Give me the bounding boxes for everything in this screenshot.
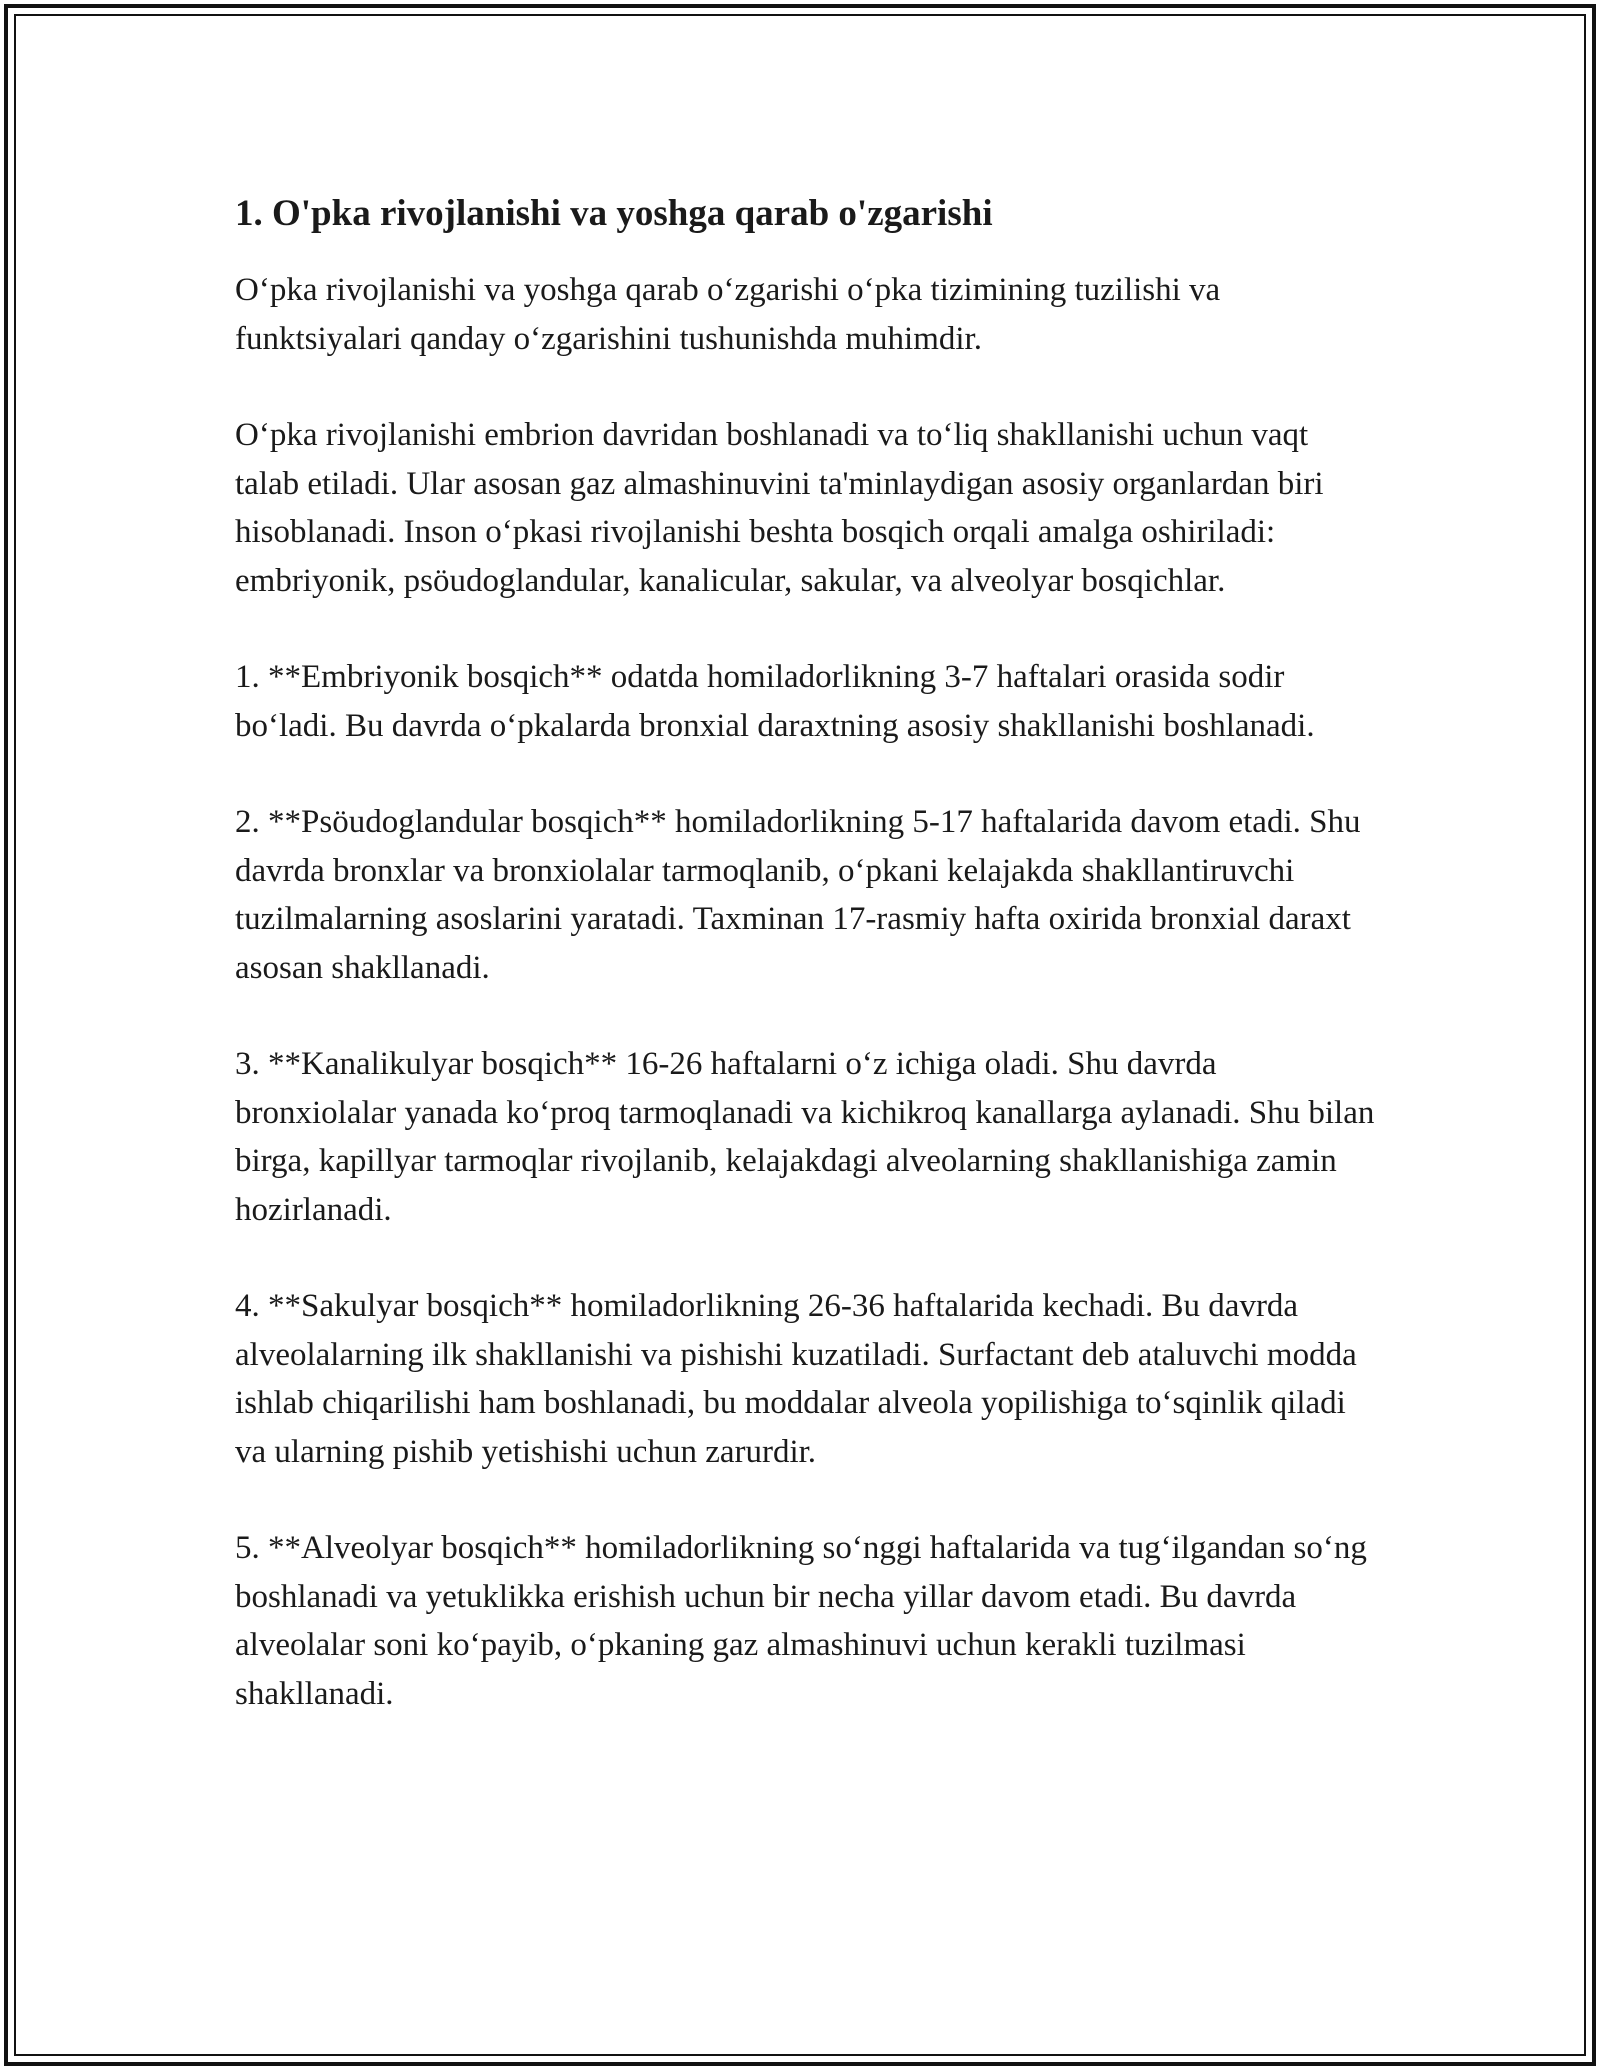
document-body	[235, 188, 1375, 1766]
paragraph-stage-pseudoglandular: 2. **Psöudoglandular bosqich** homiladorlikning 5-17 haftalarida davom etadi. Shu davrda bronxlar va bronxiolalar tarmoqlanib, o‘pkani kelajakda shakllantiruvchi tuzilmalarning asoslarini yaratadi. Taxminan 17-rasmiy hafta oxirida bronxial daraxt asosan shakllanadi.	[235, 804, 1361, 986]
paragraph-intro: O‘pka rivojlanishi va yoshga qarab o‘zgarishi o‘pka tizimining tuzilishi va funktsiyalari qanday o‘zgarishini tushunishda muhimdir.	[235, 272, 1221, 357]
paragraph-stage-canalicular: 3. **Kanalikulyar bosqich** 16-26 haftalarni o‘z ichiga oladi. Shu davrda bronxiolalar yanada ko‘proq tarmoqlanadi va kichikroq kanallarga aylanadi. Shu bilan birga, kapillyar tarmoqlar rivojlanib, kelajakdagi alveolarning shakllanishiga zamin hozirlanadi.	[235, 1046, 1375, 1228]
paragraph-stage-saccular: 4. **Sakulyar bosqich** homiladorlikning 26-36 haftalarida kechadi. Bu davrda alveolalarning ilk shakllanishi va pishishi kuzatiladi. Surfactant deb ataluvchi modda ishlab chiqarilishi ham boshlanadi, bu moddalar alveola yopilishiga to‘sqinlik qiladi va ularning pishib yetishishi uchun zarurdir.	[235, 1288, 1357, 1470]
section-title: 1. O'pka rivojlanishi va yoshga qarab o'zgarishi	[235, 193, 993, 234]
paragraph-stage-embryonic: 1. **Embriyonik bosqich** odatda homiladorlikning 3-7 haftalari orasida sodir bo‘ladi. Bu davrda o‘pkalarda bronxial daraxtning asosiy shakllanishi boshlanadi.	[235, 659, 1315, 744]
paragraph-overview: O‘pka rivojlanishi embrion davridan boshlanadi va to‘liq shakllanishi uchun vaqt talab etiladi. Ular asosan gaz almashinuvini ta'minlaydigan asosiy organlardan biri hisoblanadi. Inson o‘pkasi rivojlanishi beshta bosqich orqali amalga oshiriladi: embriyonik, psöudoglandular, kanalicular, sakular, va alveolyar bosqichlar.	[235, 417, 1324, 599]
paragraph-stage-alveolar: 5. **Alveolyar bosqich** homiladorlikning so‘nggi haftalarida va tug‘ilgandan so‘ng boshlanadi va yetuklikka erishish uchun bir necha yillar davom etadi. Bu davrda alveolalar soni ko‘payib, o‘pkaning gaz almashinuvi uchun kerakli tuzilmasi shakllanadi.	[235, 1530, 1367, 1712]
